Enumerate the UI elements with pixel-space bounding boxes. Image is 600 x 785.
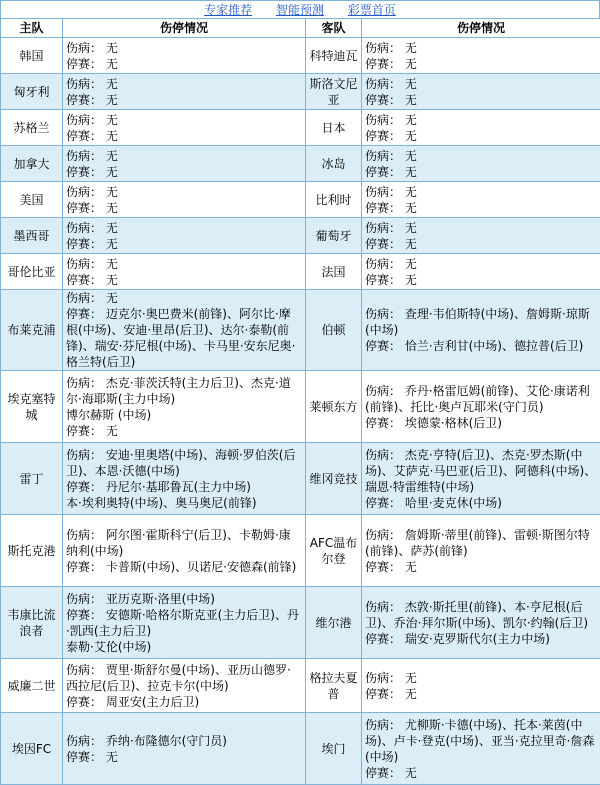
injury-line: 停赛： 无 <box>66 272 302 288</box>
home-team: 匈牙利 <box>1 74 63 110</box>
injury-line: 停赛： 无 <box>365 765 597 781</box>
away-team: 冰岛 <box>306 146 362 182</box>
home-injury-info <box>63 146 306 182</box>
injury-line: 停赛： 无 <box>365 56 597 72</box>
injury-line: 停赛： 丹尼尔·基耶鲁瓦(主力中场) <box>66 479 302 495</box>
home-injury-info <box>63 74 306 110</box>
injury-line: 停赛： 无 <box>66 128 302 144</box>
injury-line: 伤病： 无 <box>66 220 302 236</box>
top-nav <box>0 0 600 18</box>
injury-line: 停赛： 周亚安(主力后卫) <box>66 694 302 710</box>
home-team: 韩国 <box>1 38 63 74</box>
injury-line: 伤病： 无 <box>66 112 302 128</box>
away-team: AFC温布尔登 <box>306 515 362 587</box>
injury-line: 停赛： 无 <box>365 128 597 144</box>
injury-line: 伤病： 无 <box>66 184 302 200</box>
away-injury-info <box>362 371 600 443</box>
home-team: 墨西哥 <box>1 218 63 254</box>
away-injury-info <box>362 443 600 515</box>
home-team: 雷丁 <box>1 443 63 515</box>
injury-line: 停赛： 无 <box>66 236 302 252</box>
away-team: 葡萄牙 <box>306 218 362 254</box>
away-team: 伯顿 <box>306 290 362 371</box>
injury-line: 伤病： 杰克·亨特(后卫)、杰克·罗杰斯(中场)、艾萨克·马巴亚(后卫)、阿德科(中场)、瑞恩·特雷维特(中场) <box>365 447 597 495</box>
header-away: 客队 <box>306 19 362 38</box>
away-injury-info <box>362 254 600 290</box>
table-row <box>1 74 600 110</box>
away-team: 科特迪瓦 <box>306 38 362 74</box>
injury-line: 伤病： 杰敦·斯托里(前锋)、本·亨尼根(后卫)、乔治·拜尔斯(中场)、凯尔·约翰(后卫) <box>365 599 597 631</box>
injury-line: 停赛： 无 <box>66 56 302 72</box>
injury-line: 泰勒·艾伦(中场) <box>66 639 302 655</box>
injury-line: 伤病： 无 <box>365 40 597 56</box>
table-header-row <box>1 19 600 38</box>
injury-line: 伤病： 贾里·斯舒尔曼(中场)、亚历山德罗·西拉尼(后卫)、拉克卡尔(中场) <box>66 662 302 694</box>
injury-line: 伤病： 阿尔图·霍斯科宁(后卫)、卡勒姆·康纳利(中场) <box>66 527 302 559</box>
injury-line: 伤病： 尤柳斯·卡德(中场)、托本·莱茵(中场)、卢卡·登克(中场)、亚当·克拉里奇·詹森(中场) <box>365 717 597 765</box>
injury-line: 伤病： 无 <box>365 184 597 200</box>
injury-line: 伤病： 亚历克斯·洛里(中场) <box>66 591 302 607</box>
home-injury-info <box>63 110 306 146</box>
injury-line: 伤病： 无 <box>66 148 302 164</box>
away-team: 日本 <box>306 110 362 146</box>
table-row <box>1 371 600 443</box>
home-team: 苏格兰 <box>1 110 63 146</box>
injury-line: 伤病： 无 <box>66 40 302 56</box>
table-row <box>1 254 600 290</box>
away-team: 莱顿东方 <box>306 371 362 443</box>
home-team: 加拿大 <box>1 146 63 182</box>
away-injury-info <box>362 218 600 254</box>
injury-line: 停赛： 无 <box>66 164 302 180</box>
injury-line: 停赛： 瑞安·克罗斯代尔(主力中场) <box>365 631 597 647</box>
away-injury-info <box>362 74 600 110</box>
home-team: 哥伦比亚 <box>1 254 63 290</box>
injury-line: 停赛： 埃德蒙·格林(后卫) <box>365 415 597 431</box>
table-row <box>1 659 600 713</box>
injury-line: 停赛： 安德斯·哈格尔斯克亚(主力后卫)、丹·凯西(主力后卫) <box>66 607 302 639</box>
home-injury-info <box>63 254 306 290</box>
home-injury-info <box>63 515 306 587</box>
injury-line: 伤病： 乔丹·格雷厄姆(前锋)、艾伦·康诺利(前锋)、托比·奥卢瓦耶米(守门员) <box>365 383 597 415</box>
nav-link-prediction[interactable]: 智能预测 <box>276 3 324 17</box>
home-injury-info <box>63 182 306 218</box>
injury-line: 伤病： 无 <box>365 76 597 92</box>
injury-line: 伤病： 乔纳·布隆德尔(守门员) <box>66 733 302 749</box>
home-injury-info <box>63 38 306 74</box>
away-team: 斯洛文尼亚 <box>306 74 362 110</box>
injury-line: 伤病： 无 <box>66 256 302 272</box>
home-injury-info <box>63 659 306 713</box>
table-row <box>1 182 600 218</box>
away-injury-info <box>362 146 600 182</box>
injury-line: 伤病： 查理·韦伯斯特(中场)、詹姆斯·琼斯(中场) <box>365 306 597 338</box>
away-injury-info <box>362 290 600 371</box>
home-injury-info <box>63 443 306 515</box>
injury-line: 停赛： 卡普斯(中场)、贝诺尼·安德森(前锋) <box>66 559 302 575</box>
injury-line: 伤病： 无 <box>365 256 597 272</box>
header-home: 主队 <box>1 19 63 38</box>
away-injury-info <box>362 659 600 713</box>
away-team: 比利时 <box>306 182 362 218</box>
table-row <box>1 110 600 146</box>
table-row <box>1 587 600 659</box>
injury-line: 本·埃利奥特(中场)、奥马奥尼(前锋) <box>66 495 302 511</box>
injury-line: 伤病： 无 <box>365 148 597 164</box>
injury-line: 停赛： 无 <box>365 236 597 252</box>
header-away-injury: 伤停情况 <box>362 19 600 38</box>
nav-link-lottery-home[interactable]: 彩票首页 <box>348 3 396 17</box>
home-injury-info <box>63 713 306 785</box>
injury-line: 停赛： 无 <box>365 92 597 108</box>
away-team: 维冈竞技 <box>306 443 362 515</box>
injury-line: 停赛： 无 <box>365 559 597 575</box>
injury-line: 伤病： 无 <box>66 76 302 92</box>
home-team: 韦康比流浪者 <box>1 587 63 659</box>
home-injury-info <box>63 587 306 659</box>
injury-line: 伤病： 无 <box>365 220 597 236</box>
header-home-injury: 伤停情况 <box>63 19 306 38</box>
away-team: 格拉夫夏普 <box>306 659 362 713</box>
home-injury-info <box>63 218 306 254</box>
nav-link-expert[interactable]: 专家推荐 <box>204 3 252 17</box>
injury-line: 伤病： 无 <box>66 290 302 306</box>
home-team: 美国 <box>1 182 63 218</box>
injury-line: 停赛： 无 <box>365 164 597 180</box>
injury-line: 停赛： 无 <box>66 200 302 216</box>
home-injury-info <box>63 371 306 443</box>
table-row <box>1 290 600 371</box>
injury-line: 停赛： 迈克尔·奥巴费米(前锋)、阿尔比·摩根(中场)、安迪·里昂(后卫)、达尔·泰勒(前锋)、瑞安·芬尼根(中场)、卡马里·安东尼奥·格兰特(后卫) <box>66 306 302 370</box>
injury-line: 伤病： 杰克·菲茨沃特(主力后卫)、杰克·道尔·海耶斯(主力中场) <box>66 375 302 407</box>
table-row <box>1 218 600 254</box>
injury-line: 停赛： 无 <box>365 200 597 216</box>
home-team: 斯托克港 <box>1 515 63 587</box>
injury-line: 停赛： 哈里·麦克休(中场) <box>365 495 597 511</box>
table-row <box>1 515 600 587</box>
home-team: 布莱克浦 <box>1 290 63 371</box>
away-injury-info <box>362 587 600 659</box>
home-injury-info <box>63 290 306 371</box>
injury-table <box>0 18 600 785</box>
injury-line: 博尔赫斯 (中场) <box>66 407 302 423</box>
injury-line: 停赛： 无 <box>66 749 302 765</box>
home-team: 埃因FC <box>1 713 63 785</box>
away-team: 维尔港 <box>306 587 362 659</box>
injury-line: 停赛： 无 <box>66 423 302 439</box>
table-row <box>1 443 600 515</box>
away-injury-info <box>362 38 600 74</box>
table-row <box>1 713 600 785</box>
home-team: 埃克塞特城 <box>1 371 63 443</box>
away-team: 埃门 <box>306 713 362 785</box>
away-injury-info <box>362 713 600 785</box>
injury-line: 停赛： 无 <box>66 92 302 108</box>
injury-line: 伤病： 詹姆斯·蒂里(前锋)、雷顿·斯图尔特(前锋)、萨苏(前锋) <box>365 527 597 559</box>
away-injury-info <box>362 182 600 218</box>
injury-line: 伤病： 无 <box>365 112 597 128</box>
injury-line: 伤病： 安迪·里奥塔(中场)、海顿·罗伯茨(后卫)、本恩·沃德(中场) <box>66 447 302 479</box>
table-body <box>1 38 600 785</box>
injury-line: 伤病： 无 <box>365 670 597 686</box>
away-team: 法国 <box>306 254 362 290</box>
injury-line: 停赛： 无 <box>365 686 597 702</box>
injury-line: 停赛： 恰兰·吉利甘(中场)、德拉普(后卫) <box>365 338 597 354</box>
away-injury-info <box>362 110 600 146</box>
injury-line: 停赛： 无 <box>365 272 597 288</box>
table-row <box>1 146 600 182</box>
home-team: 威廉二世 <box>1 659 63 713</box>
table-row <box>1 38 600 74</box>
away-injury-info <box>362 515 600 587</box>
